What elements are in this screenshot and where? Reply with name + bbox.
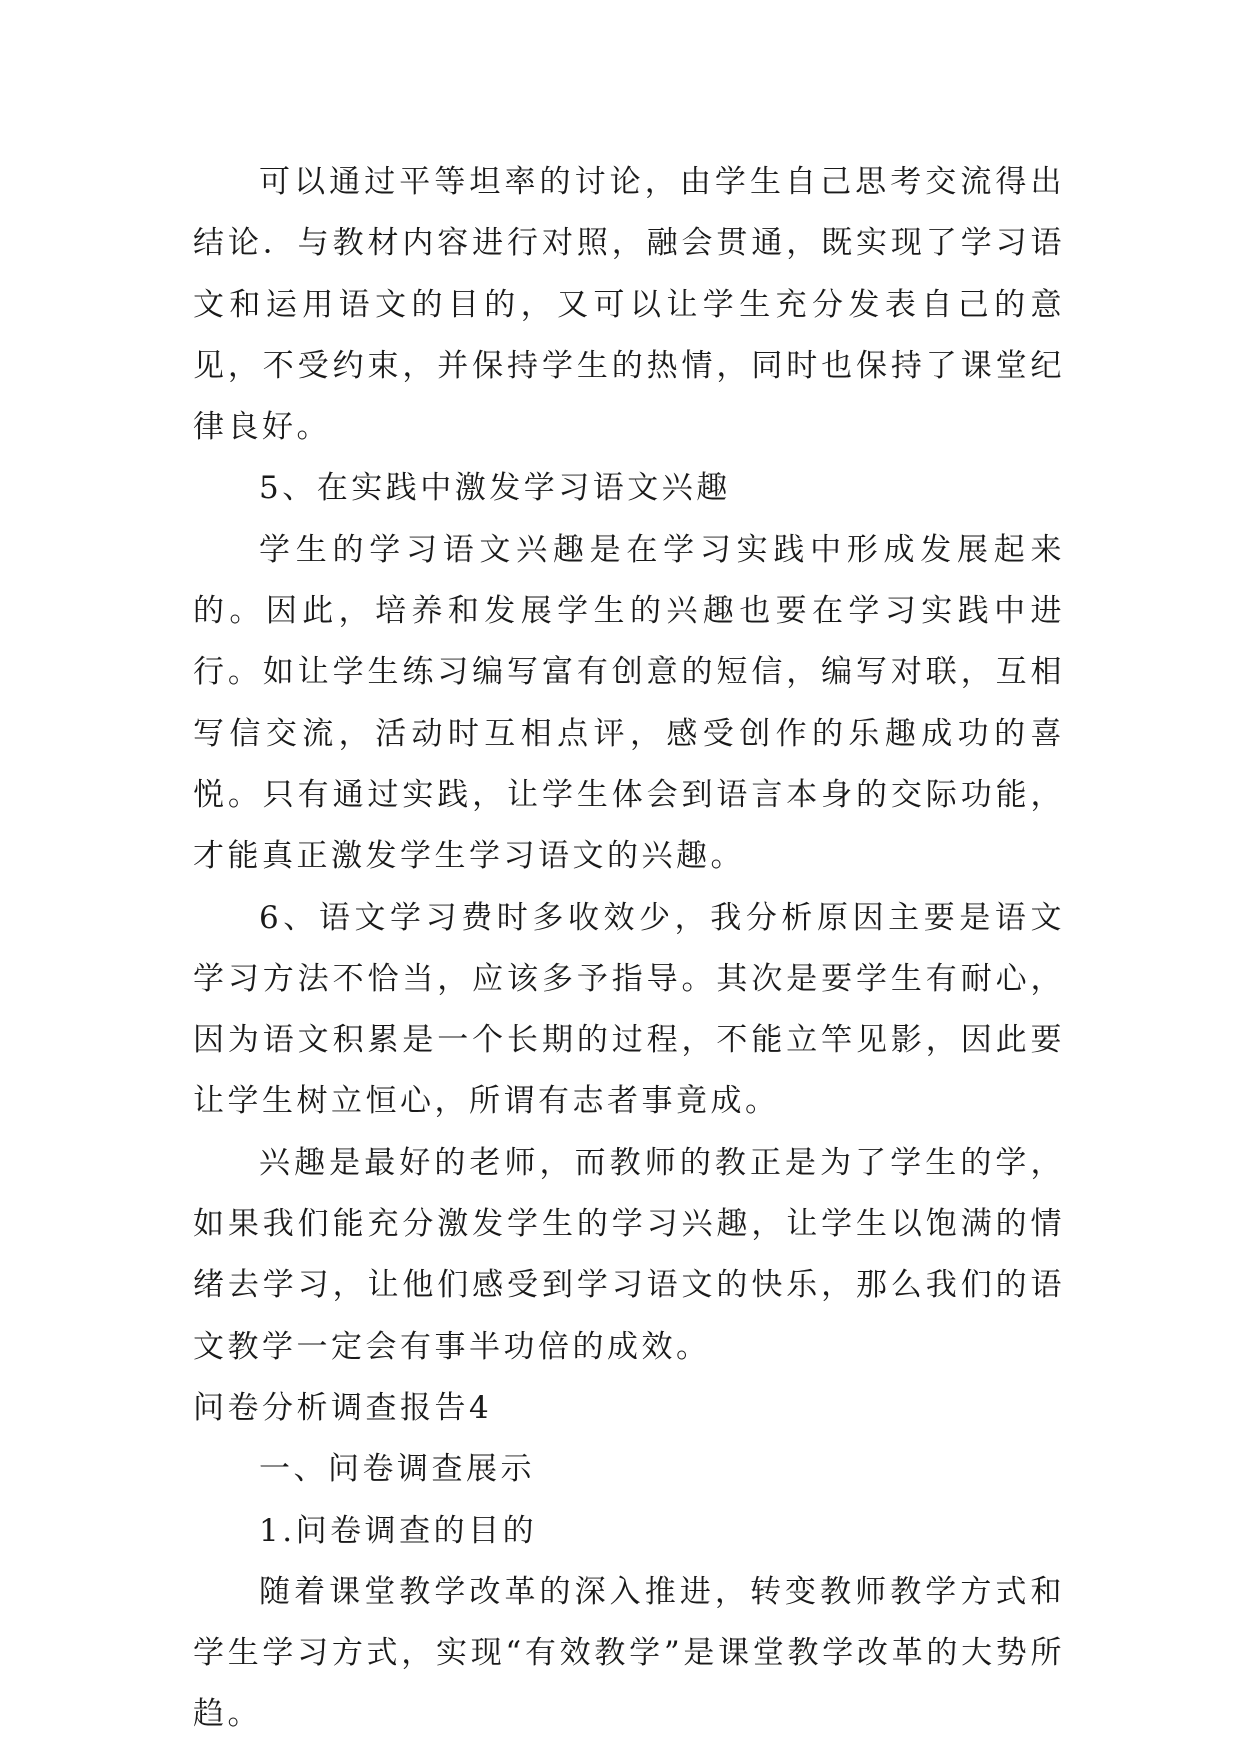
section-paragraph-6: 6、语文学习费时多收效少，我分析原因主要是语文学习方法不恰当，应该多予指导。其次是要学生有耐心，因为语文积累是一个长期的过程，不能立竿见影，因此要让学生树立恒心，所谓有志者事竟成。 [193,899,1065,1120]
paragraph-conclusion: 兴趣是最好的老师，而教师的教正是为了学生的学，如果我们能充分激发学生的学习兴趣，让学生以饱满的情绪去学习，让他们感受到学习语文的快乐，那么我们的语文教学一定会有事半功倍的成效。 [193,1144,1065,1365]
paragraph-discussion: 可以通过平等坦率的讨论，由学生自己思考交流得出结论．与教材内容进行对照，融会贯通，既实现了学习语文和运用语文的目的，又可以让学生充分发表自己的意见，不受约束，并保持学生的热情，同时也保持了课堂纪律良好。 [193,164,1065,446]
document-body [193,152,1065,1746]
section-heading-5: 5、在实践中激发学习语文兴趣 [259,470,731,507]
report-title: 问卷分析调查报告4 [193,1389,493,1426]
section-heading-survey-display: 一、问卷调查展示 [259,1451,535,1488]
subsection-heading-purpose: 1.问卷调查的目的 [259,1512,538,1549]
paragraph-practice-interest: 学生的学习语文兴趣是在学习实践中形成发展起来的。因此，培养和发展学生的兴趣也要在学习实践中进行。如让学生练习编写富有创意的短信，编写对联，互相写信交流，活动时互相点评，感受创作的乐趣成功的喜悦。只有通过实践，让学生体会到语言本身的交际功能，才能真正激发学生学习语文的兴趣。 [193,531,1065,875]
paragraph-purpose: 随着课堂教学改革的深入推进，转变教师教学方式和学生学习方式，实现“有效教学”是课堂教学改革的大势所趋。 [193,1573,1065,1733]
